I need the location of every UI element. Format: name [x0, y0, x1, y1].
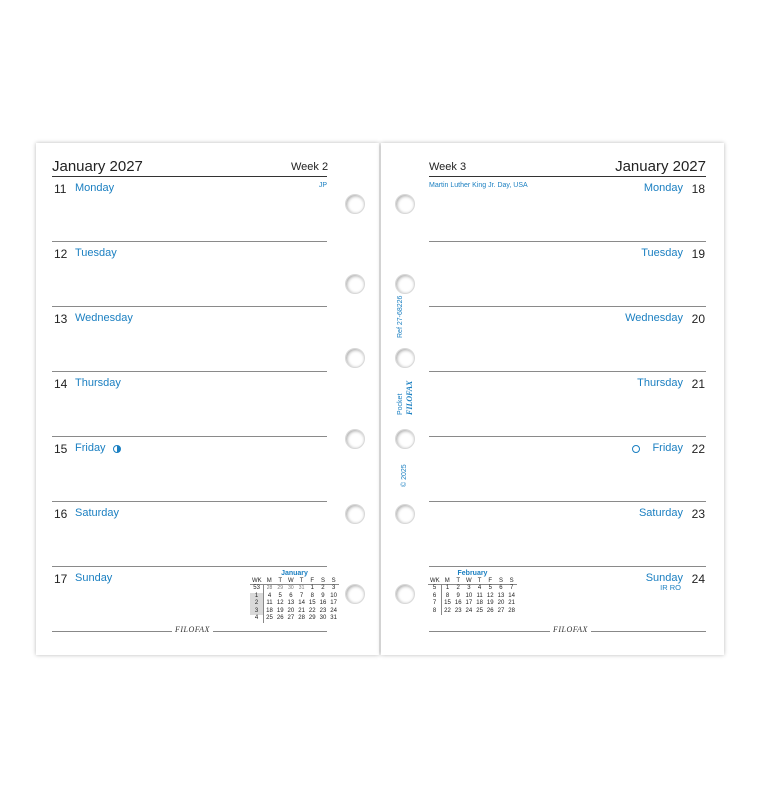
day-cell: 14 [508, 592, 515, 599]
day-cell: 5 [488, 585, 492, 591]
week-number-cell: 7 [428, 600, 442, 608]
day-cell: 11 [476, 592, 483, 599]
left-month-year: January 2027 [52, 158, 143, 175]
week-number-cell: 5 [428, 585, 442, 593]
ring-hole [395, 504, 415, 524]
week-number-cell: 8 [428, 608, 442, 616]
ring-hole [345, 429, 365, 449]
mini-calendar-grid [428, 578, 517, 615]
ring-hole [395, 194, 415, 214]
week-number-cell: 4 [250, 615, 264, 623]
mini-calendar-grid [250, 578, 339, 623]
mini-calendar-header-cell: WK [430, 578, 440, 584]
day-cell: 5 [278, 592, 282, 599]
day-cell: 17 [465, 600, 473, 606]
day-cell: 11 [266, 600, 273, 606]
mini-calendar-week-row [428, 608, 517, 616]
mini-calendar-week-row [250, 608, 339, 616]
mini-calendar-header-cell: M [264, 578, 275, 585]
mini-calendar-header-cell: T [453, 578, 464, 585]
day-number: 22 [691, 442, 705, 456]
day-row-20[interactable] [429, 307, 706, 372]
day-cell: 27 [497, 607, 505, 614]
day-cell: 14 [298, 600, 305, 606]
left-page [36, 143, 379, 655]
day-cell: 27 [287, 615, 295, 621]
day-cell: 26 [486, 607, 494, 614]
day-cell: 10 [465, 592, 473, 599]
day-number: 18 [691, 182, 705, 196]
day-row-13[interactable] [52, 307, 327, 372]
day-name: Friday [652, 442, 683, 454]
day-cell: 9 [456, 592, 460, 599]
day-cell: 6 [499, 585, 503, 591]
mini-calendar-week-row [428, 600, 517, 608]
day-name: Wednesday [625, 312, 683, 324]
day-cell: 16 [454, 600, 462, 606]
mini-calendar-week-row [250, 615, 339, 623]
mini-calendar-header-cell: F [485, 578, 496, 585]
day-cell: 28 [266, 585, 273, 591]
ring-hole [395, 274, 415, 294]
week-number-cell: 3 [250, 608, 264, 616]
day-number: 12 [54, 247, 68, 261]
spine-filofax-logo: FILOFAX [405, 380, 414, 415]
day-cell: 4 [477, 585, 482, 591]
mini-calendar-header-cell: S [506, 578, 517, 585]
mini-calendar-header-cell: W [464, 578, 475, 585]
day-cell: 13 [497, 592, 505, 599]
day-cell: 28 [508, 607, 515, 614]
ring-hole [395, 429, 415, 449]
moon-phase-icon [113, 445, 121, 453]
day-row-22[interactable] [429, 437, 706, 502]
day-cell: 2 [321, 585, 325, 591]
right-month-year: January 2027 [615, 158, 706, 175]
day-number: 16 [54, 507, 68, 521]
day-cell: 29 [277, 585, 283, 591]
ring-hole [345, 504, 365, 524]
mini-calendar-header-cell: F [307, 578, 318, 585]
day-row-12[interactable] [52, 242, 327, 307]
day-row-11[interactable] [52, 177, 327, 242]
day-cell: 15 [444, 600, 451, 606]
day-name: Saturday [75, 507, 120, 519]
day-row-23[interactable] [429, 502, 706, 567]
ring-hole [395, 348, 415, 368]
day-name: Monday [643, 182, 683, 194]
mini-calendar-header-cell: S [328, 578, 339, 585]
day-cell: 24 [465, 607, 473, 614]
mini-calendar-header-cell: T [474, 578, 485, 585]
day-cell: 28 [298, 615, 305, 621]
day-cell: 3 [467, 585, 471, 591]
day-cell: 10 [330, 592, 337, 599]
mini-calendar-title: February [457, 570, 488, 577]
day-row-19[interactable] [429, 242, 706, 307]
week-number-cell: 2 [250, 600, 264, 608]
day-cell: 4 [267, 592, 272, 599]
holiday-note: Martin Luther King Jr. Day, USA [429, 182, 528, 189]
day-name: Tuesday [75, 247, 117, 259]
day-name: Tuesday [641, 247, 683, 259]
full-moon-icon [632, 445, 640, 453]
mini-calendar-header-cell: WK [252, 578, 262, 584]
day-cell: 30 [288, 585, 294, 591]
ring-hole [345, 194, 365, 214]
mini-calendar-week-row [428, 593, 517, 601]
mini-calendar-title: January [281, 570, 308, 577]
mini-calendar-week-row [250, 600, 339, 608]
day-cell: 23 [454, 607, 462, 614]
day-cell: 17 [330, 600, 337, 606]
day-cell: 22 [444, 607, 451, 614]
day-number: 11 [54, 182, 67, 196]
mini-calendar-february [428, 570, 517, 615]
spine-copyright: © 2025 [401, 464, 408, 487]
day-cell: 16 [319, 600, 327, 606]
day-cell: 21 [298, 607, 305, 614]
day-name: Friday [75, 442, 106, 454]
day-cell: 6 [289, 592, 293, 599]
mini-calendar-january [250, 570, 339, 623]
day-row-16[interactable] [52, 502, 327, 567]
week-number-cell: 1 [250, 593, 264, 601]
day-cell: 24 [330, 607, 337, 614]
day-name: Sunday [645, 572, 683, 584]
spine-size-label: Pocket [397, 393, 404, 415]
ring-hole [395, 584, 415, 604]
spine-ref-text: Ref 27-68226 [397, 295, 404, 338]
day-cell: 26 [276, 615, 284, 621]
day-cell: 25 [476, 607, 483, 614]
day-name: Thursday [637, 377, 683, 389]
day-name: Wednesday [75, 312, 133, 324]
day-number: 20 [691, 312, 705, 326]
day-cell: 9 [321, 592, 325, 599]
day-cell: 8 [445, 592, 450, 599]
mini-calendar-header-cell: T [296, 578, 307, 585]
day-cell: 3 [331, 585, 336, 591]
day-number: 15 [54, 442, 68, 456]
mini-calendar-header-cell: T [275, 578, 286, 585]
day-cell: 18 [476, 600, 483, 606]
day-row-21[interactable] [429, 372, 706, 437]
day-cell: 12 [276, 600, 284, 606]
day-number: 24 [691, 572, 705, 586]
day-cell: 21 [508, 600, 515, 606]
day-cell: 7 [299, 592, 304, 599]
mini-calendar-header-cell: W [286, 578, 297, 585]
day-name: Monday [75, 182, 115, 194]
day-cell: 31 [298, 585, 305, 591]
day-cell: 12 [486, 592, 494, 599]
filofax-logo: FILOFAX [550, 625, 591, 634]
day-cell: 22 [308, 607, 316, 614]
mini-calendar-week-row [250, 585, 339, 593]
holiday-note: IR RO [660, 583, 681, 592]
day-name: Thursday [75, 377, 121, 389]
mini-calendar-header-cell: S [318, 578, 329, 585]
mini-calendar-header-cell: S [496, 578, 507, 585]
day-cell: 23 [319, 607, 327, 614]
day-number: 13 [54, 312, 68, 326]
day-cell: 2 [456, 585, 460, 591]
ring-hole [345, 584, 365, 604]
day-cell: 18 [266, 607, 273, 614]
day-cell: 1 [310, 585, 314, 591]
week-number-cell: 53 [250, 585, 264, 593]
ring-hole [345, 348, 365, 368]
day-name: Saturday [638, 507, 683, 519]
day-name: Sunday [75, 572, 113, 584]
day-cell: 19 [276, 607, 284, 614]
day-cell: 29 [308, 615, 316, 621]
mini-calendar-week-row [428, 585, 517, 593]
day-cell: 13 [287, 600, 295, 606]
day-cell: 19 [486, 600, 494, 606]
day-number: 14 [54, 377, 68, 391]
mini-calendar-week-row [250, 593, 339, 601]
day-cell: 20 [287, 607, 295, 614]
mini-calendar-header-cell: M [442, 578, 453, 585]
day-number: 17 [54, 572, 68, 586]
day-cell: 25 [266, 615, 273, 621]
day-number: 19 [691, 247, 705, 261]
filofax-logo: FILOFAX [172, 625, 213, 634]
day-cell: 31 [330, 615, 337, 621]
day-row-15[interactable] [52, 437, 327, 502]
right-week-number: Week 3 [429, 161, 467, 173]
holiday-note: JP [318, 182, 327, 189]
day-cell: 15 [308, 600, 316, 606]
ring-hole [345, 274, 365, 294]
day-row-14[interactable] [52, 372, 327, 437]
day-cell: 30 [319, 615, 327, 621]
right-page [381, 143, 724, 655]
day-cell: 1 [445, 585, 450, 591]
day-row-18[interactable] [429, 177, 706, 242]
day-cell: 8 [310, 592, 314, 599]
day-cell: 7 [509, 585, 514, 591]
left-week-number: Week 2 [291, 161, 329, 173]
week-number-cell: 6 [428, 593, 442, 601]
day-cell: 20 [497, 600, 505, 606]
day-number: 23 [691, 507, 705, 521]
day-number: 21 [691, 377, 705, 391]
